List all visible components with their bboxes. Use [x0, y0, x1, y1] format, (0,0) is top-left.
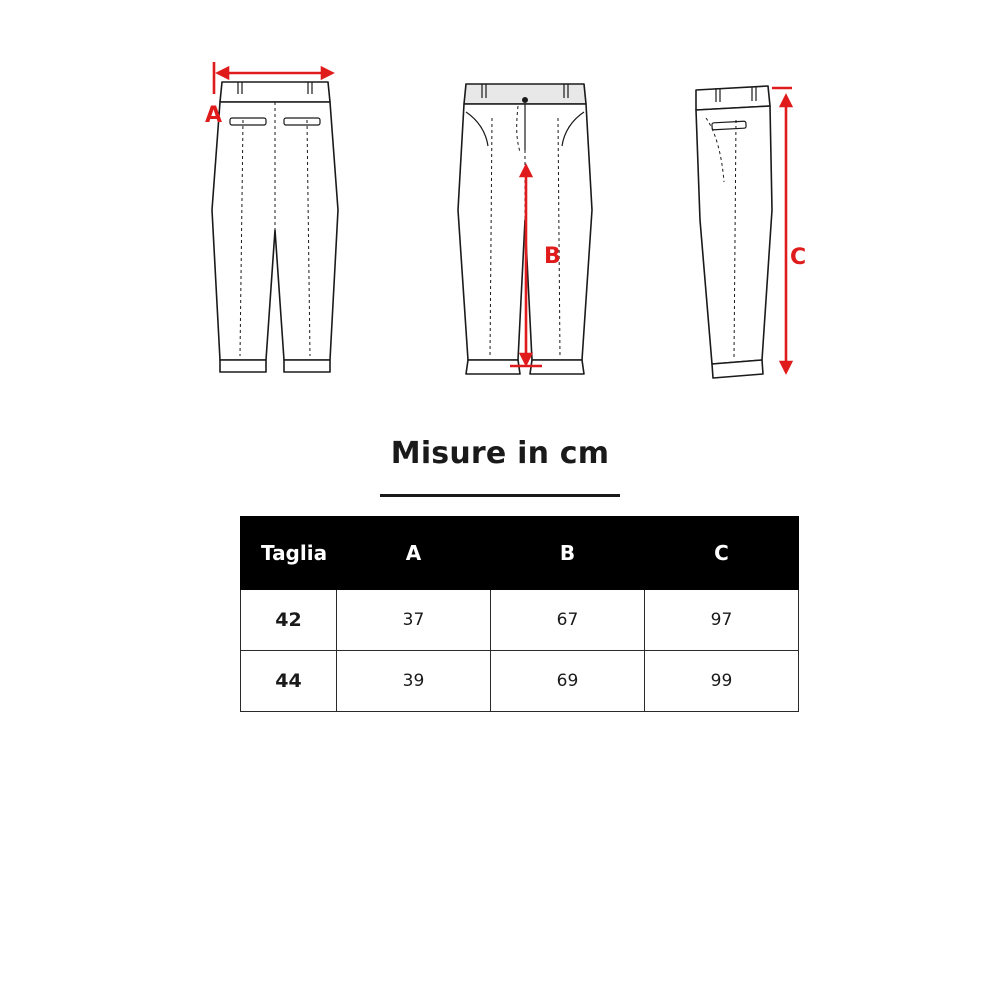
cell-c: 99: [645, 651, 799, 712]
measure-label-c: C: [790, 245, 807, 270]
measure-label-a: A: [205, 103, 223, 128]
measure-arrow-c: [772, 88, 792, 372]
table-row: [241, 590, 799, 651]
cell-b: 67: [491, 590, 645, 651]
trousers-side-view: [660, 60, 850, 390]
garment-diagram: [0, 0, 1000, 420]
size-table: [240, 516, 799, 712]
cell-size: 44: [241, 651, 337, 712]
table-header-c: C: [645, 517, 799, 590]
trousers-front-view: [430, 60, 620, 400]
table-header-b: B: [491, 517, 645, 590]
page-title: Misure in cm: [390, 436, 610, 471]
cell-a: 39: [337, 651, 491, 712]
measure-label-b: B: [544, 244, 561, 269]
cell-b: 69: [491, 651, 645, 712]
table-header-a: A: [337, 517, 491, 590]
title-divider: [380, 494, 620, 497]
cell-size: 42: [241, 590, 337, 651]
cell-c: 97: [645, 590, 799, 651]
table-header-row: [241, 517, 799, 590]
table-header-taglia: Taglia: [241, 517, 337, 590]
size-table-wrapper: [240, 516, 798, 712]
table-row: [241, 651, 799, 712]
cell-a: 37: [337, 590, 491, 651]
